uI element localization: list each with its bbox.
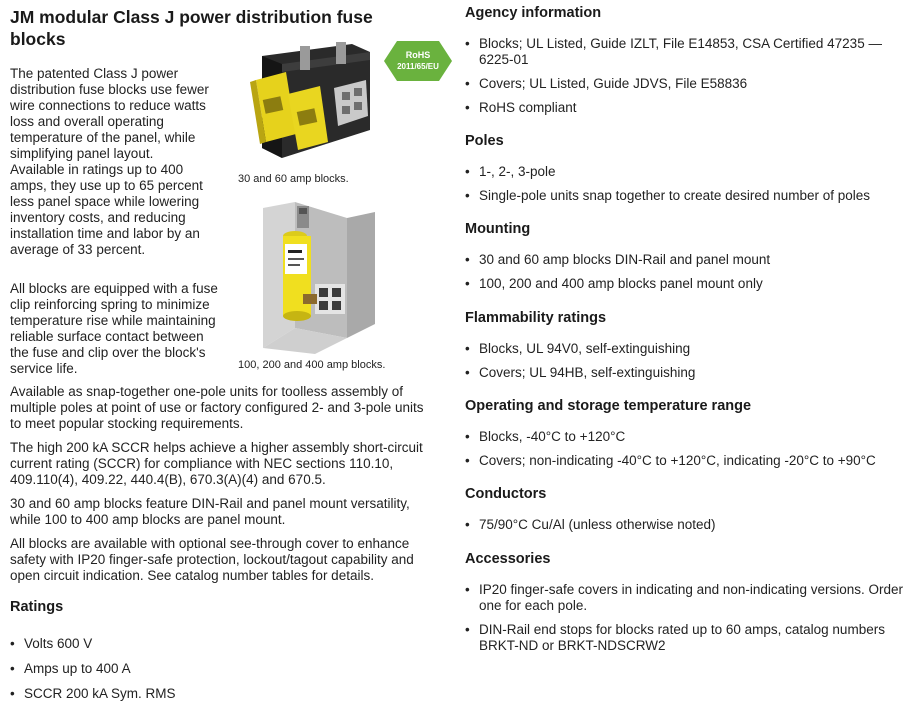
left-column [10,6,440,701]
list-item-text: IP20 finger-safe covers in indicating and non-indicating versions. Order one for each pole. [479,582,903,613]
list-item-text: RoHS compliant [479,100,577,115]
list-item-text: Blocks, UL 94V0, self-extinguishing [479,341,691,356]
ratings-item-sccr: SCCR 200 kA Sym. RMS [24,686,176,701]
section-heading: Mounting [465,221,531,237]
section-flammability [465,309,910,389]
list-item: • Single-pole units snap together to create desired number of poles [465,188,870,203]
list-item: • Covers; UL Listed, Guide JDVS, File E58836 [465,76,748,91]
list-item: • DIN-Rail end stops for blocks rated up to 60 amps, catalog numbers BRKT-ND or BRKT-NDSCRW2 [465,622,885,653]
paragraph-snap-together: Available as snap-together one-pole units for toolless assembly of multiple poles at point of use or factory configured 2- and 3-pole units to meet popular stocking requirements. [10,384,424,431]
section-list [465,582,910,654]
list-item: • SCCR 200 kA Sym. RMS [10,686,176,701]
section-list [465,517,910,533]
large-fuse-block-image [255,198,385,356]
list-item-text: Blocks, -40°C to +120°C [479,429,626,444]
ratings-heading: Ratings [10,599,64,615]
section-heading: Agency information [465,5,602,21]
section-list [465,341,910,381]
list-item-text: 100, 200 and 400 amp blocks panel mount only [479,276,763,291]
list-item: • Covers; UL 94HB, self-extinguishing [465,365,696,380]
section-list [465,429,910,469]
small-blocks-caption: 30 and 60 amp blocks. [238,173,349,185]
list-item: • 1-, 2-, 3-pole [465,164,556,179]
section-conductors [465,485,910,541]
ratings-list [10,636,310,711]
ratings-item-volts: Volts 600 V [24,636,93,651]
paragraph-fuse-clip: All blocks are equipped with a fuse clip reinforcing spring to minimize temperature rise while maintaining reliable surface contact between the fuse and clip over the block's service life. [10,281,218,376]
section-accessories [465,550,910,662]
rohs-badge-line1: RoHS [405,50,431,60]
rohs-badge [383,40,453,82]
paragraph-sccr: The high 200 kA SCCR helps achieve a higher assembly short-circuit current rating (SCCR) for compliance with NEC sections 110.10, 409.110(4), 409.22, 440.4(B), 670.3(A)(4) and 670.5. [10,440,423,487]
intro-paragraph: The patented Class J power distribution fuse blocks use fewer wire connections to reduce watts loss and overall operating temperature of the panel, while simplifying panel layout. Available in ratings up to 400 amps, they use up to 65 percent less panel space while lowering inventory costs, and reducing installation time and labor by an average of 33 percent. [10,66,209,257]
list-item: • Covers; non-indicating -40°C to +120°C, indicating -20°C to +90°C [465,453,876,468]
list-item: • 100, 200 and 400 amp blocks panel mount only [465,276,763,291]
large-blocks-caption: 100, 200 and 400 amp blocks. [238,359,386,371]
list-item-text: DIN-Rail end stops for blocks rated up to 60 amps, catalog numbers BRKT-ND or BRKT-NDSCRW2 [479,622,885,653]
list-item-text: Covers; UL 94HB, self-extinguishing [479,365,696,380]
list-item-text: 1-, 2-, 3-pole [479,164,556,179]
list-item-text: Covers; UL Listed, Guide JDVS, File E58836 [479,76,748,91]
ratings-item-amps: Amps up to 400 A [24,661,131,676]
small-fuse-blocks-image [242,38,377,170]
section-list [465,164,910,204]
section-poles [465,132,910,212]
list-item: • Blocks; UL Listed, Guide IZLT, File E14853, CSA Certified 47235 — 6225-01 [465,36,882,67]
list-item: • Volts 600 V [10,636,93,651]
section-list [465,36,910,116]
list-item: • 30 and 60 amp blocks DIN-Rail and panel mount [465,252,771,267]
page-title: JM modular Class J power distribution fuse blocks [10,7,373,49]
section-heading: Poles [465,133,504,149]
list-item-text: 75/90°C Cu/Al (unless otherwise noted) [479,517,716,532]
list-item-text: Covers; non-indicating -40°C to +120°C, indicating -20°C to +90°C [479,453,876,468]
section-temperature [465,397,910,477]
list-item-text: Blocks; UL Listed, Guide IZLT, File E14853, CSA Certified 47235 — 6225-01 [479,36,882,67]
list-item: • Blocks, UL 94V0, self-extinguishing [465,341,691,356]
section-heading: Conductors [465,486,547,502]
list-item: • Amps up to 400 A [10,661,131,676]
section-list [465,252,910,292]
section-heading: Accessories [465,551,551,567]
list-item-text: Single-pole units snap together to create desired number of poles [479,188,870,203]
list-item-text: 30 and 60 amp blocks DIN-Rail and panel mount [479,252,771,267]
paragraph-covers: All blocks are available with optional see-through cover to enhance safety with IP20 finger-safe protection, lockout/tagout capability and open circuit indication. See catalog number tables for details. [10,536,414,583]
rohs-badge-line2: 2011/65/EU [397,62,439,71]
list-item: • Blocks, -40°C to +120°C [465,429,626,444]
list-item: • 75/90°C Cu/Al (unless otherwise noted) [465,517,716,532]
section-heading: Flammability ratings [465,310,607,326]
list-item: • RoHS compliant [465,100,577,115]
section-heading: Operating and storage temperature range [465,398,752,414]
section-mounting [465,220,910,300]
section-agency [465,4,910,124]
paragraph-din-rail: 30 and 60 amp blocks feature DIN-Rail and panel mount versatility, while 100 to 400 amp blocks are panel mount. [10,496,410,527]
list-item: • IP20 finger-safe covers in indicating and non-indicating versions. Order one for each pole. [465,582,903,613]
